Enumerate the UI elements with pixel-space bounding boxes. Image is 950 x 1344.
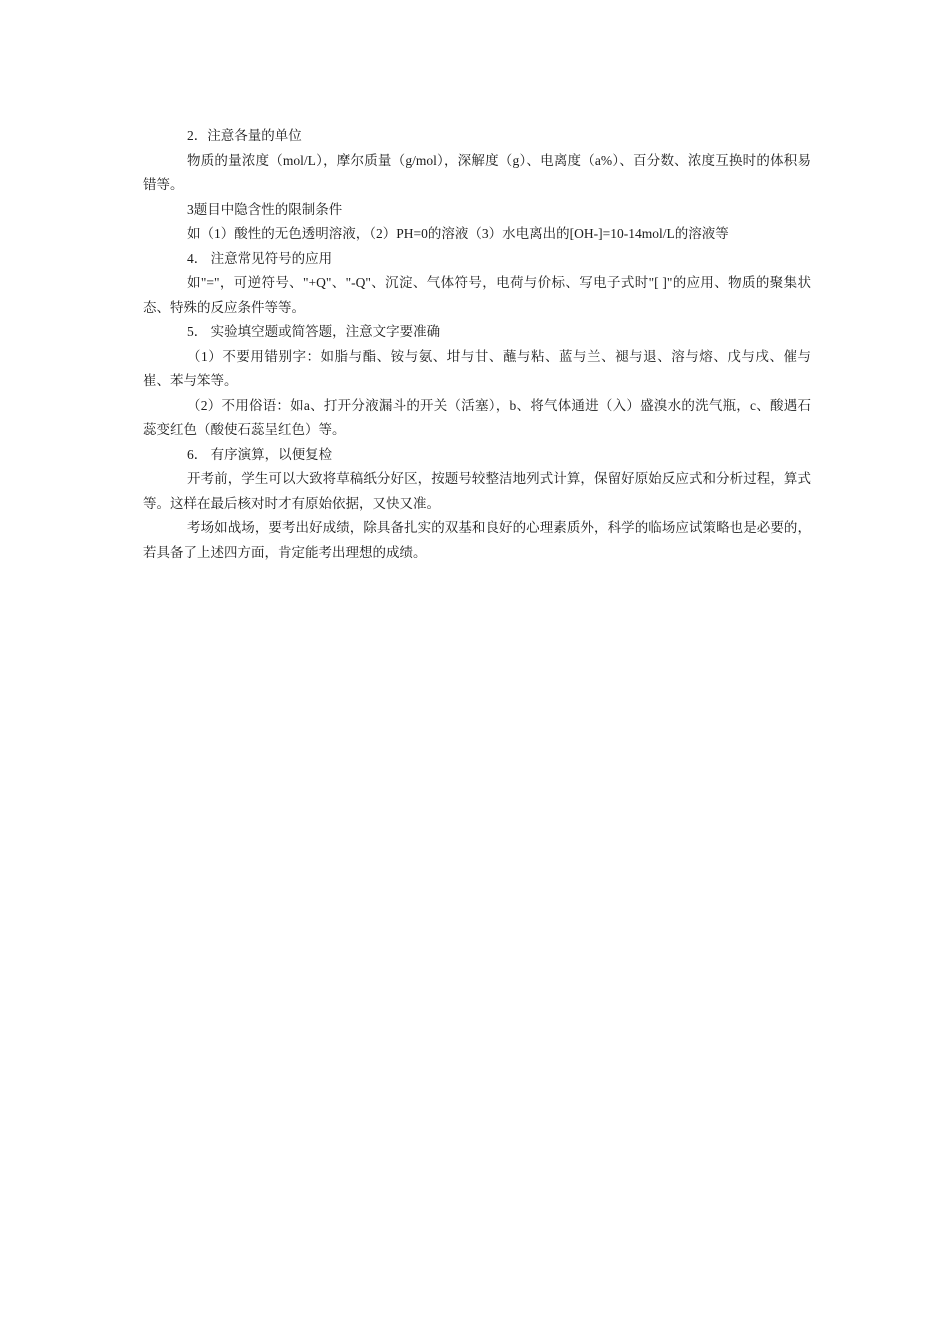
- paragraph-scratch-paper: 开考前，学生可以大致将草稿纸分好区，按题号较整洁地列式计算，保留好原始反应式和分析过程，算式等。这样在最后核对时才有原始依据，又快又准。: [143, 471, 811, 511]
- heading-hidden-conditions: 3题目中隐含性的限制条件: [187, 201, 343, 217]
- paragraph-conclusion: 考场如战场，要考出好成绩，除具备扎实的双基和良好的心理素质外，科学的临场应试策略也是必要的，若具备了上述四方面，肯定能考出理想的成绩。: [143, 520, 811, 560]
- heading-experiment-answers: 5． 实验填空题或简答题，注意文字要准确: [187, 324, 441, 339]
- paragraph-hidden-conditions: 如（1）酸性的无色透明溶液，（2）PH=0的溶液（3）水电离出的[OH-]=10-14mol/L的溶液等: [187, 226, 729, 241]
- paragraph-typos: （1）不要用错别字：如脂与酯、铵与氨、坩与甘、蘸与粘、蓝与兰、褪与退、溶与熔、戊与戌、催与崔、苯与笨等。: [143, 348, 811, 388]
- heading-units: 2．注意各量的单位: [187, 128, 302, 143]
- paragraph-units: 物质的量浓度（mol/L），摩尔质量（g/mol），深解度（g）、电离度（a%）、百分数、浓度互换时的体积易错等。: [143, 152, 811, 192]
- document-body: [143, 124, 811, 565]
- paragraph-colloquialisms: （2）不用俗语：如a、打开分液漏斗的开关（活塞），b、将气体通进（入）盛溴水的洗气瓶，c、酸遇石蕊变红色（酸使石蕊呈红色）等。: [143, 397, 811, 437]
- heading-symbols: 4． 注意常见符号的应用: [187, 250, 333, 266]
- paragraph-symbols: 如"="，可逆符号、"+Q"、"-Q"、沉淀、气体符号，电荷与价标、写电子式时"[ ]"的应用、物质的聚集状态、特殊的反应条件等等。: [143, 275, 811, 315]
- heading-ordered-calculation: 6． 有序演算，以便复检: [187, 446, 333, 462]
